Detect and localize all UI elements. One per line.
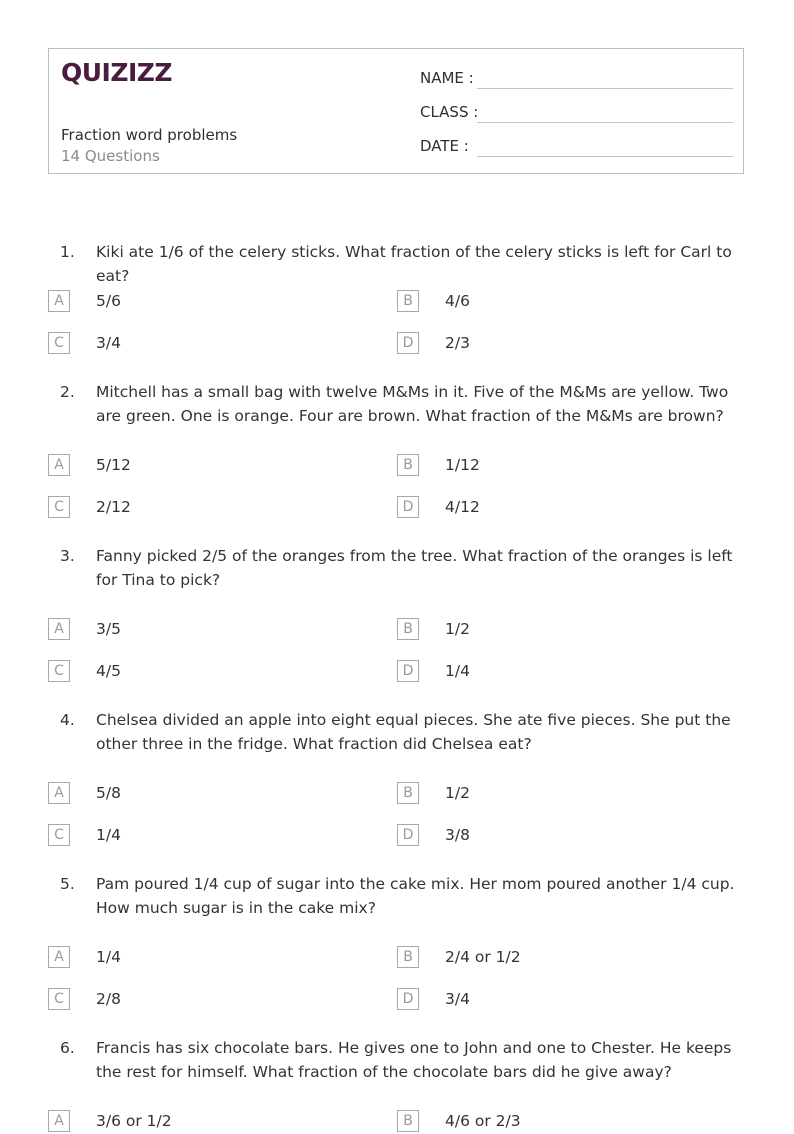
option-text: 2/12: [96, 498, 131, 516]
date-field[interactable]: [420, 134, 733, 158]
option-text: 2/8: [96, 990, 121, 1008]
question-text: Pam poured 1/4 cup of sugar into the cake mix. Her mom poured another 1/4 cup. How much sugar is in the cake mix?: [96, 875, 735, 917]
option-text: 5/6: [96, 292, 121, 310]
name-field[interactable]: [420, 66, 733, 90]
option-letter-box: B: [397, 1110, 419, 1132]
option-letter-box: C: [48, 496, 70, 518]
question-number: 4.: [60, 711, 75, 729]
question-number: 2.: [60, 383, 75, 401]
option-text: 1/12: [445, 456, 480, 474]
option-text: 3/6 or 1/2: [96, 1112, 172, 1130]
option-text: 1/4: [96, 826, 121, 844]
class-field[interactable]: [420, 100, 733, 124]
option-letter-box: B: [397, 618, 419, 640]
option-letter-box: B: [397, 454, 419, 476]
quizizz-logo: QUIZIZZ: [61, 58, 173, 87]
option-letter-box: B: [397, 782, 419, 804]
class-blank-line[interactable]: [477, 122, 733, 123]
date-blank-line[interactable]: [477, 156, 733, 157]
option-letter-box: D: [397, 824, 419, 846]
option-text: 4/6 or 2/3: [445, 1112, 521, 1130]
question-text: Fanny picked 2/5 of the oranges from the tree. What fraction of the oranges is left for Tina to pick?: [96, 547, 733, 589]
question-number: 1.: [60, 243, 75, 261]
option-letter-box: C: [48, 988, 70, 1010]
option-text: 4/6: [445, 292, 470, 310]
option-text: 4/12: [445, 498, 480, 516]
name-blank-line[interactable]: [477, 88, 733, 89]
date-label: DATE :: [420, 137, 469, 155]
option-text: 3/4: [445, 990, 470, 1008]
option-text: 5/8: [96, 784, 121, 802]
option-letter-box: D: [397, 988, 419, 1010]
question-text: Francis has six chocolate bars. He gives one to John and one to Chester. He keeps the rest for himself. What fraction of the chocolate bars did he give away?: [96, 1039, 732, 1081]
option-letter-box: B: [397, 290, 419, 312]
option-letter-box: A: [48, 946, 70, 968]
option-text: 3/8: [445, 826, 470, 844]
class-label: CLASS :: [420, 103, 479, 121]
option-text: 2/3: [445, 334, 470, 352]
option-letter-box: D: [397, 332, 419, 354]
question-number: 5.: [60, 875, 75, 893]
option-letter-box: C: [48, 660, 70, 682]
question-text: Mitchell has a small bag with twelve M&Ms in it. Five of the M&Ms are yellow. Two are green. One is orange. Four are brown. What fraction of the M&Ms are brown?: [96, 383, 729, 425]
option-text: 3/5: [96, 620, 121, 638]
name-label: NAME :: [420, 69, 474, 87]
option-text: 2/4 or 1/2: [445, 948, 521, 966]
option-letter-box: A: [48, 1110, 70, 1132]
question-number: 6.: [60, 1039, 75, 1057]
option-text: 1/4: [96, 948, 121, 966]
worksheet-header: [48, 48, 744, 174]
option-letter-box: D: [397, 660, 419, 682]
option-letter-box: B: [397, 946, 419, 968]
option-letter-box: C: [48, 824, 70, 846]
question-text: Chelsea divided an apple into eight equal pieces. She ate five pieces. She put the other three in the fridge. What fraction did Chelsea eat?: [96, 711, 731, 753]
worksheet-title: Fraction word problems: [61, 126, 238, 144]
option-letter-box: D: [397, 496, 419, 518]
option-letter-box: A: [48, 782, 70, 804]
question-text: Kiki ate 1/6 of the celery sticks. What fraction of the celery sticks is left for Carl to eat?: [96, 243, 732, 285]
option-text: 4/5: [96, 662, 121, 680]
option-text: 1/4: [445, 662, 470, 680]
option-text: 1/2: [445, 784, 470, 802]
question-count: 14 Questions: [61, 147, 160, 165]
option-text: 3/4: [96, 334, 121, 352]
option-text: 5/12: [96, 456, 131, 474]
option-letter-box: C: [48, 332, 70, 354]
option-letter-box: A: [48, 618, 70, 640]
question-number: 3.: [60, 547, 75, 565]
option-letter-box: A: [48, 454, 70, 476]
option-text: 1/2: [445, 620, 470, 638]
option-letter-box: A: [48, 290, 70, 312]
